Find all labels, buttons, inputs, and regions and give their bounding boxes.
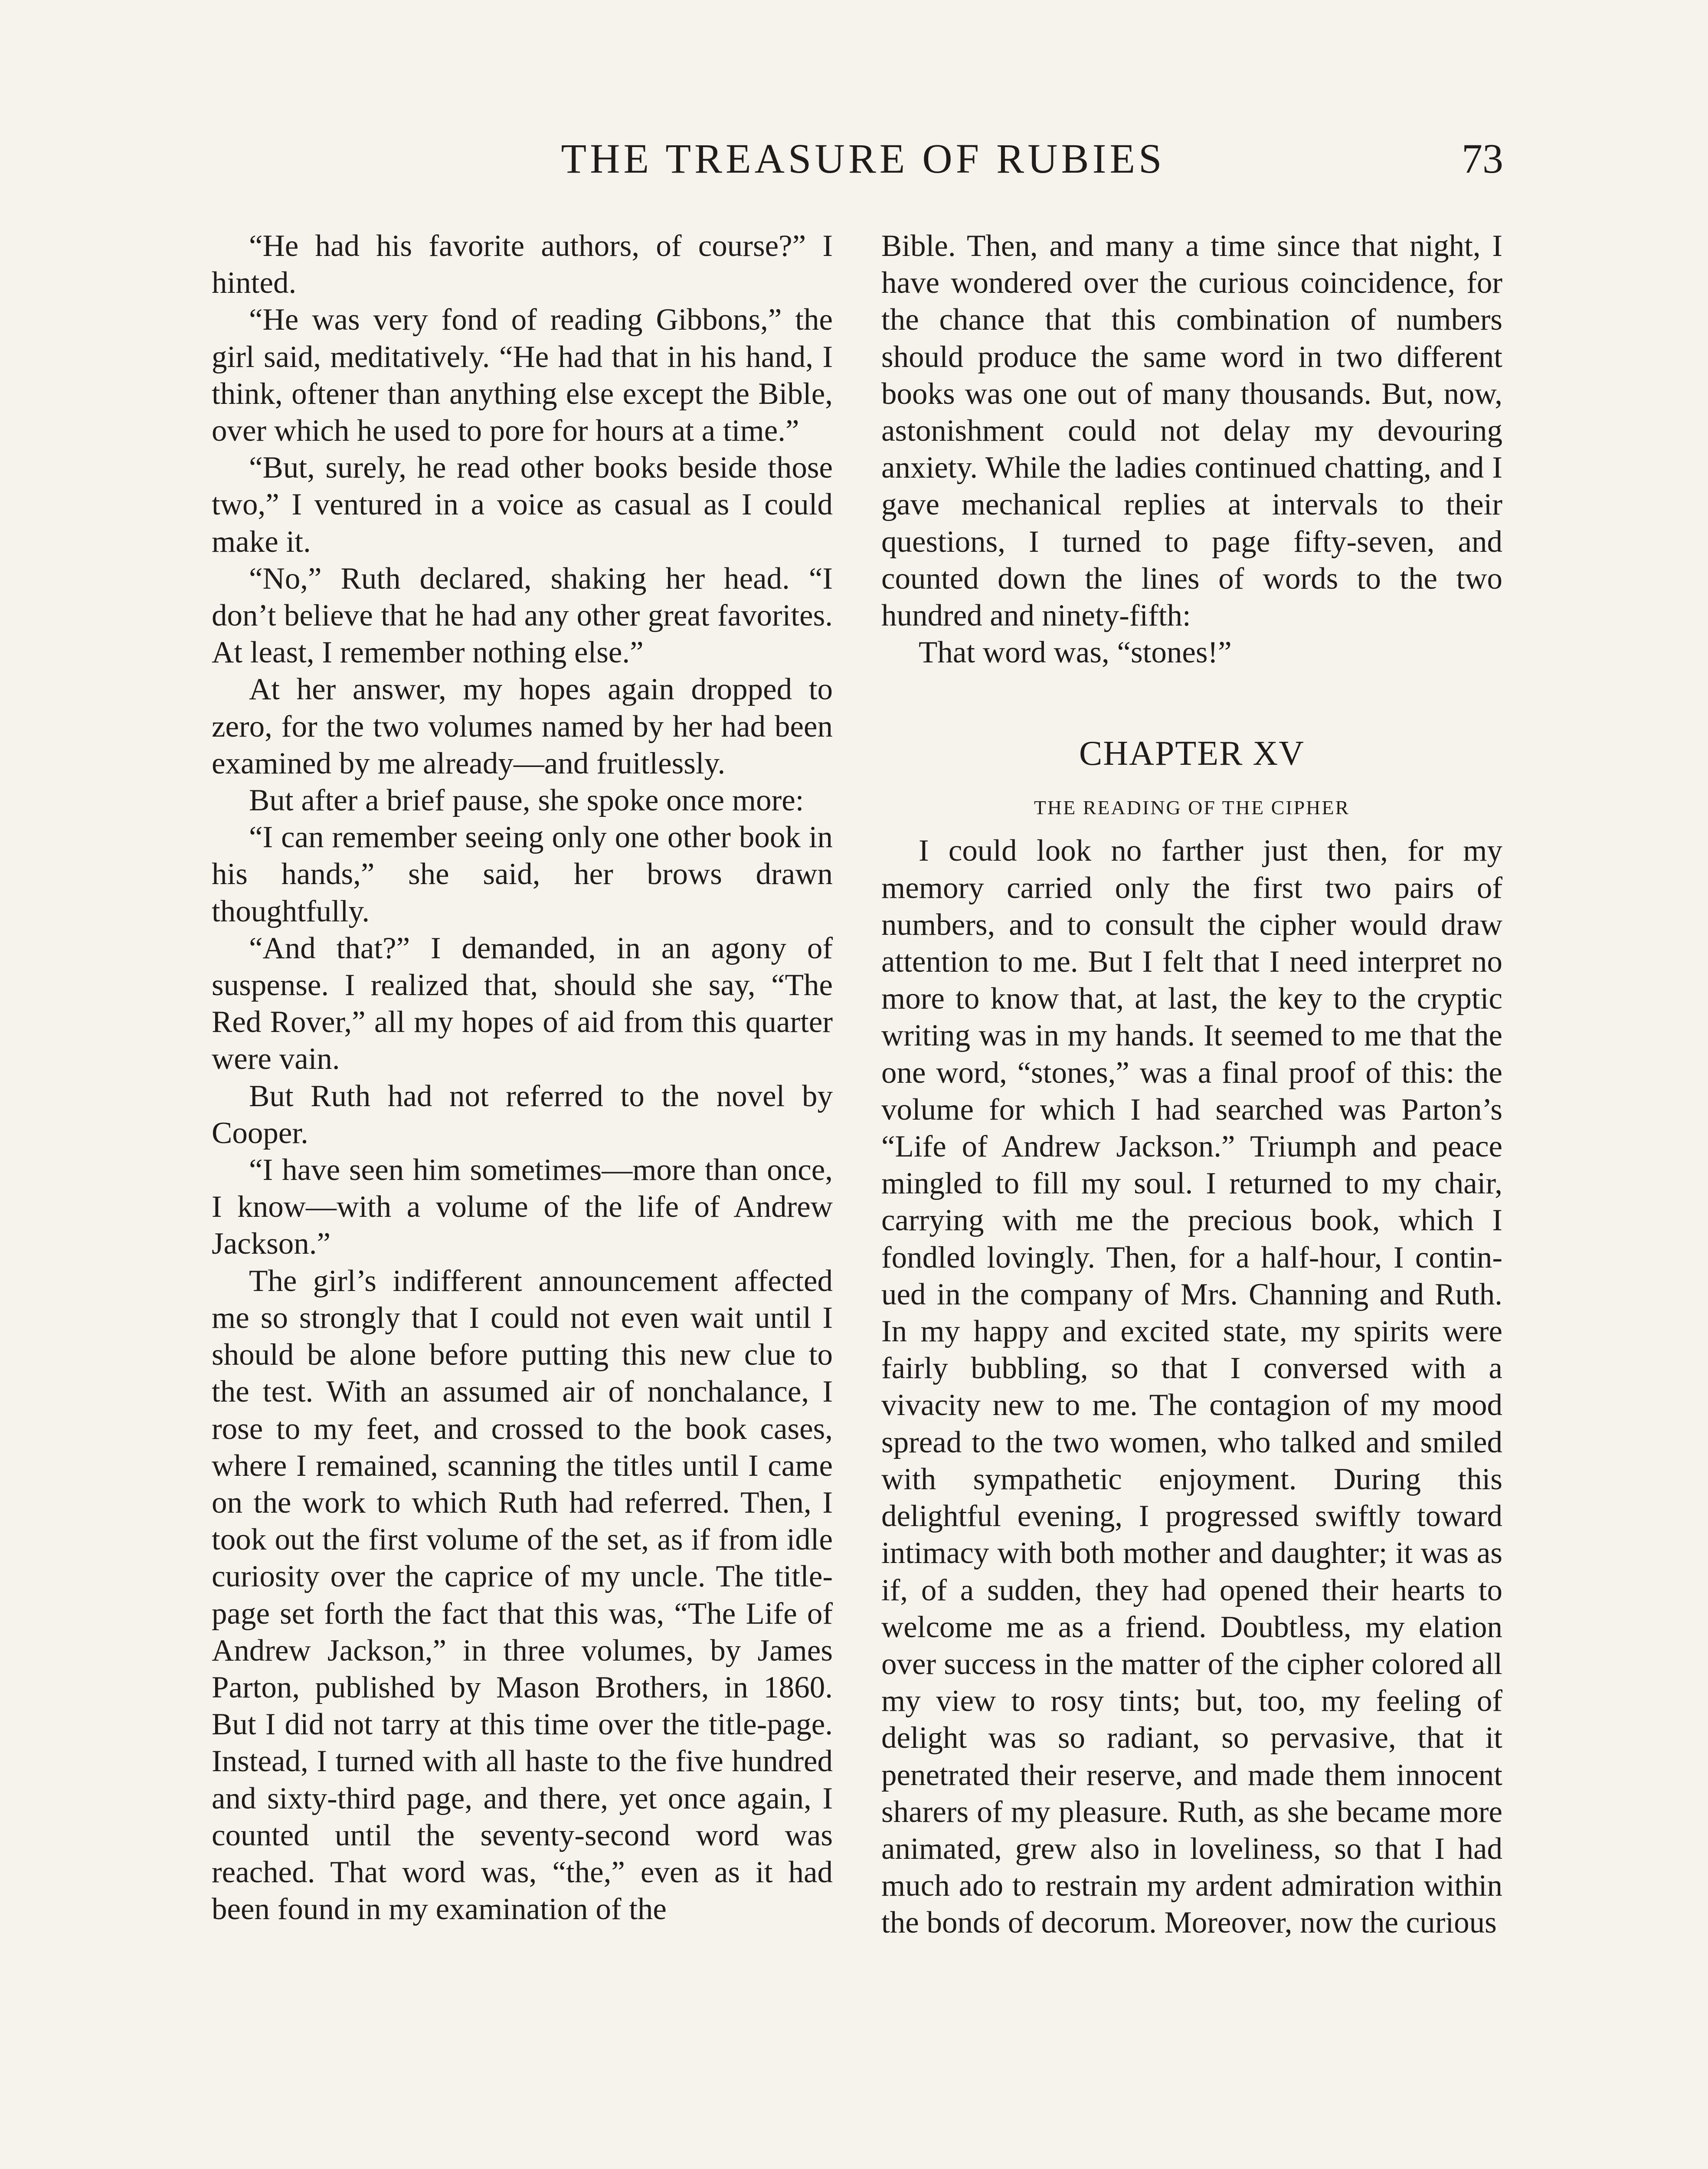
paragraph: At her answer, my hopes again dropped to zero, for the two volumes named by her had been examined by me already—and fruitlessly. [212, 672, 833, 780]
paragraph: “He was very fond of reading Gibbons,” the girl said, meditatively. “He had that in his hand, I think, oftener than anything else except the Bible, over which he used to pore for hours at a time.” [212, 303, 833, 448]
paragraph: I could look no farther just then, for my memory carried only the first two pairs of numbers, and to consult the cipher would draw attention to me. But I felt that I need interpret no more to know that, at last, the key to the cryptic writing was in my hands. It seemed to me that the one word, “stones,” was a final proof of this: the volume for which I had searched was Parton’s “Life of Andrew Jackson.” Triumph and peace mingled to fill my soul. I returned to my chair, carrying with me the precious book, which I fondled lovingly. Then, for a half-hour, I continued in the company of Mrs. Channing and Ruth. In my happy and excited state, my spirits were fairly bubbling, so that I conversed with a vivacity new to me. The contagion of my mood spread to the two women, who talked and smiled with sympathetic enjoyment. During this delightful evening, I progressed swiftly toward intimacy with both mother and daughter; it was as if, of a sudden, they had opened their hearts to welcome me as a friend. Doubtless, my elation over success in the matter of the cipher colored all my view to rosy tints; but, too, my feeling of delight was so radiant, so pervasive, that it penetrated their reserve, and made them innocent sharers of my pleasure. Ruth, as she became more animated, grew also in loveliness, so that I had much ado to restrain my ardent admiration within the bonds of decorum. Moreover, now the curious [881, 834, 1502, 1940]
paragraph: “He had his favorite authors, of course?” I hinted. [212, 229, 833, 300]
chapter-subtitle: THE READING OF THE CIPHER [1034, 796, 1350, 819]
paragraph: “I can remember seeing only one other book in his hands,” she said, her brows drawn thoughtfully. [212, 820, 833, 928]
paragraph: “No,” Ruth declared, shaking her head. “I don’t believe that he had any other great favorites. At least, I remember nothing else.” [212, 561, 833, 670]
paragraph: That word was, “stones!” [919, 636, 1232, 670]
paragraph: “And that?” I demanded, in an agony of suspense. I realized that, should she say, “The Red Rover,” all my hopes of aid from this quarter were vain. [212, 931, 833, 1076]
paragraph: “But, surely, he read other books beside those two,” I ventured in a voice as casual as I could make it. [212, 451, 833, 559]
paragraph: The girl’s indifferent announcement affected me so strongly that I could not even wait until I should be alone before putting this new clue to the test. With an assumed air of nonchalance, I rose to my feet, and crossed to the book cases, where I remained, scanning the titles until I came on the work to which Ruth had referred. Then, I took out the first volume of the set, as if from idle curiosity over the caprice of my uncle. The title-page set forth the fact that this was, “The Life of Andrew Jackson,” in three volumes, by James Parton, published by Mason Brothers, in 1860. But I did not tarry at this time over the title-page. Instead, I turned with all haste to the five hundred and sixty-third page, and there, yet once again, I counted until the seventy-second word was reached. That word was, “the,” even as it had been found in my examination of the [212, 1264, 833, 1927]
paragraph: “I have seen him sometimes—more than once, I know—with a volume of the life of Andrew Jackson.” [212, 1153, 833, 1261]
running-head: THE TREASURE OF RUBIES [561, 135, 1165, 182]
left-column [212, 228, 833, 1928]
chapter-heading: CHAPTER XV [1079, 734, 1305, 773]
right-column [881, 228, 1502, 1942]
paragraph-continued: Bible. Then, and many a time since that night, I have wondered over the curious coincidence, for the chance that this combination of numbers should produce the same word in two different books was one out of many thousands. But, now, astonishment could not delay my devouring anxiety. While the ladies continued chatting, and I gave mechanical replies at intervals to their questions, I turned to page fifty-seven, and counted down the lines of words to the two hundred and ninety-fifth: [881, 229, 1502, 633]
paragraph: But Ruth had not referred to the novel by Cooper. [212, 1079, 833, 1150]
paragraph: But after a brief pause, she spoke once more: [249, 783, 804, 818]
page-number: 73 [1462, 135, 1503, 182]
